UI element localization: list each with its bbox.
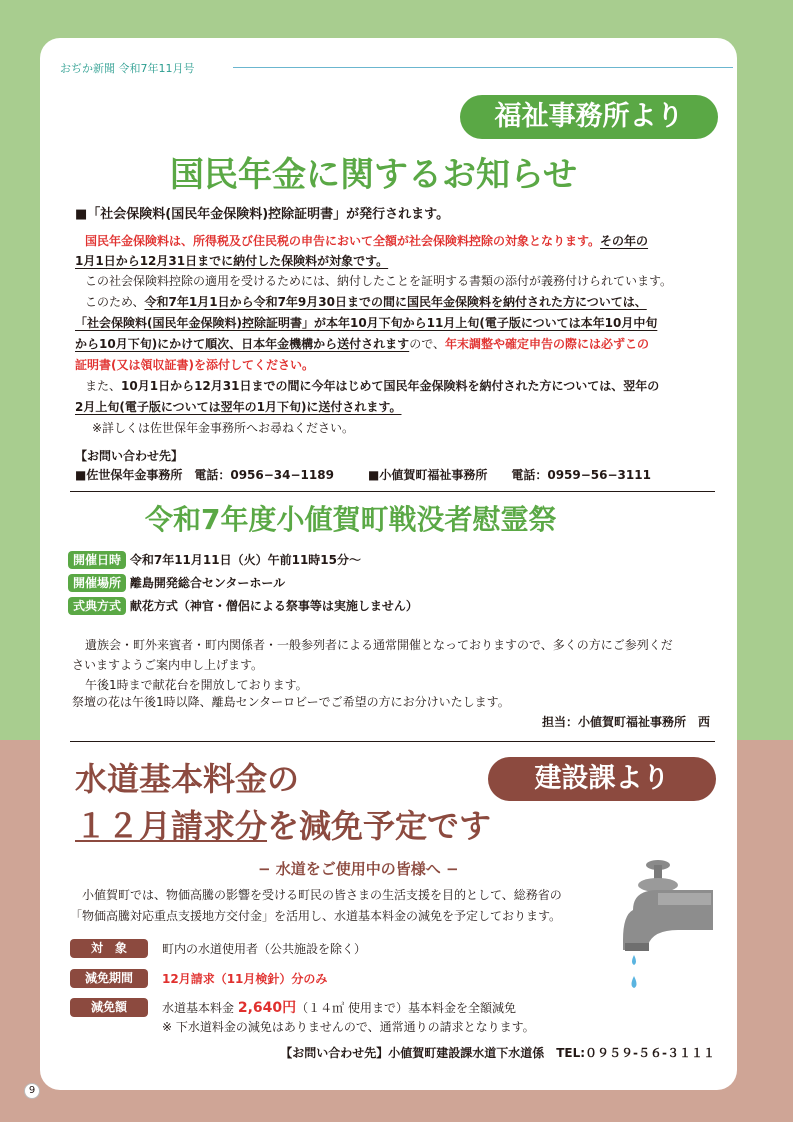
water-title-line1: 水道基本料金の (75, 760, 300, 798)
memorial-paragraph-1a: 遺族会・町外来賓者・町内関係者・一般参列者による通常開催となっておりますので、多くの方にご参列くだ (85, 638, 673, 652)
water-period-label: 減免期間 (70, 969, 148, 988)
pension-subheading: ■「社会保険料(国民年金保険料)控除証明書」が発行されます。 (75, 207, 450, 222)
memorial-row-date (68, 550, 361, 571)
memorial-style-value: 献花方式（神官・僧侶による祭事等は実施しません） (129, 599, 418, 613)
pension-paragraph-5: ※詳しくは佐世保年金事務所へお尋ねください。 (92, 421, 355, 435)
pension-contact-label: 【お問い合わせ先】 (75, 449, 184, 463)
memorial-date-label: 開催日時 (68, 551, 126, 569)
welfare-dept-badge: 福祉事務所より (460, 95, 718, 139)
memorial-style-label: 式典方式 (68, 597, 126, 615)
pension-paragraph-1a: 国民年金保険料は、所得税及び住民税の申告において全額が社会保険料控除の対象となります。その年の (85, 234, 649, 248)
pension-paragraph-4a: また、10月1日から12月31日までの間に今年はじめて国民年金保険料を納付された方については、翌年の (85, 379, 660, 393)
section-divider-1 (70, 491, 715, 492)
pension-contact-2: ■小値賀町福祉事務所 電話：0959−56−3111 (368, 468, 651, 482)
header-rule (233, 67, 733, 68)
memorial-paragraph-2: 午後1時まで献花台を開放しております。 (85, 678, 308, 692)
construction-dept-badge: 建設課より (488, 757, 716, 801)
section-divider-2 (70, 741, 715, 742)
water-subtitle: − 水道をご使用中の皆様へ − (258, 860, 459, 878)
pension-paragraph-1b: 1月1日から12月31日までに納付した保険料が対象です。 (75, 254, 389, 268)
pension-paragraph-4b: 2月上旬(電子版については翌年の1月下旬)に送付されます。 (75, 400, 402, 414)
memorial-date-value: 令和7年11月11日（火）午前11時15分〜 (129, 553, 361, 567)
memorial-person: 担当：小値賀町福祉事務所 西 (541, 715, 710, 729)
water-paragraph-1a: 小値賀町では、物価高騰の影響を受ける町民の皆さまの生活支援を目的として、総務省の (82, 888, 562, 902)
water-note: ※ 下水道料金の減免はありませんので、通常通りの請求となります。 (162, 1020, 535, 1034)
water-title-line2: １２月請求分を減免予定です (75, 807, 492, 845)
memorial-place-label: 開催場所 (68, 574, 126, 592)
water-target-label: 対 象 (70, 939, 148, 958)
pension-paragraph-3d: 証明書(又は領収証書)を添付してください。 (75, 358, 314, 372)
pension-contact-1: ■佐世保年金事務所 電話：0956−34−1189 (75, 468, 334, 482)
memorial-paragraph-1b: さいますようご案内申し上げます。 (72, 658, 264, 672)
memorial-place-value: 離島開発総合センターホール (129, 576, 286, 590)
pension-notice-title: 国民年金に関するお知らせ (170, 155, 577, 195)
newsletter-header: おぢか新聞 令和7年11月号 (60, 62, 195, 75)
water-amount-value: 水道基本料金 2,640円（１４㎥ 使用まで）基本料金を全額減免 (162, 1000, 516, 1016)
water-period-value: 12月請求（11月検針）分のみ (162, 972, 328, 986)
water-contact: 【お問い合わせ先】小値賀町建設課水道下水道係 TEL:０９５９-５６-３１１１ (280, 1046, 715, 1060)
pension-paragraph-2: この社会保険料控除の適用を受けるためには、納付したことを証明する書類の添付が義務付けられています。 (85, 274, 673, 288)
page-number: 9 (24, 1083, 40, 1099)
water-amount-label: 減免額 (70, 998, 148, 1017)
pension-paragraph-3b: 「社会保険料(国民年金保険料)控除証明書」が本年10月下旬から11月上旬(電子版については本年10月中旬 (75, 316, 658, 330)
water-paragraph-1b: 「物価高騰対応重点支援地方交付金」を活用し、水道基本料金の減免を予定しております。 (70, 909, 562, 923)
memorial-row-place (68, 573, 285, 594)
memorial-title: 令和7年度小値賀町戦没者慰霊祭 (145, 503, 557, 536)
faucet-icon (618, 855, 718, 990)
memorial-paragraph-3: 祭壇の花は午後1時以降、離島センターロビーでご希望の方にお分けいたします。 (72, 695, 510, 709)
pension-paragraph-3a: このため、令和7年1月1日から令和7年9月30日までの間に国民年金保険料を納付された方については、 (85, 295, 647, 309)
memorial-row-style (68, 596, 418, 617)
water-target-value: 町内の水道使用者（公共施設を除く） (162, 942, 367, 956)
pension-paragraph-3c: から10月下旬)にかけて順次、日本年金機構から送付されますので、年末調整や確定申告の際には必ずこの (75, 337, 649, 351)
